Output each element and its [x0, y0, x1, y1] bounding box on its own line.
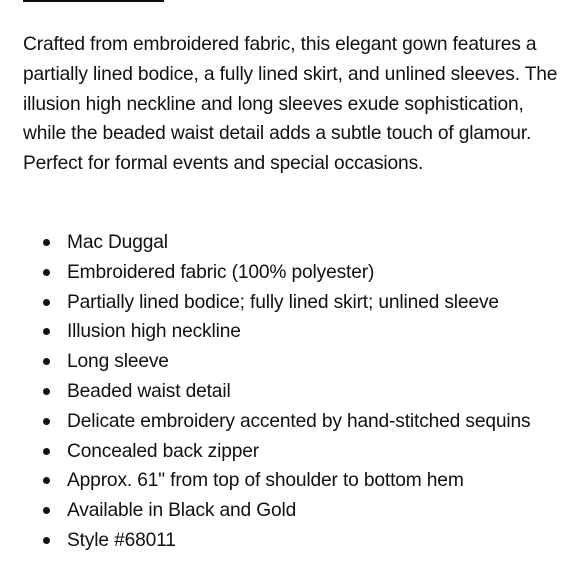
feature-text: Illusion high neckline [67, 321, 241, 343]
feature-item [23, 258, 568, 288]
product-description: Crafted from embroidered fabric, this elegant gown features a partially lined bodice, a fully lined skirt, and unlined sleeves. The illusion high neckline and long sleeves exude sophistication, while the beaded waist detail adds a subtle touch of glamour. Perfect for formal events and special occasions. [23, 34, 558, 175]
feature-text: Available in Black and Gold [67, 500, 297, 522]
feature-item [23, 496, 568, 526]
bullet-icon [43, 448, 50, 455]
bullet-icon [43, 388, 50, 395]
feature-text: Approx. 61" from top of shoulder to bottom hem [67, 470, 464, 492]
feature-list [23, 228, 568, 556]
section-divider [23, 0, 164, 2]
feature-item [23, 347, 568, 377]
bullet-icon [43, 328, 50, 335]
feature-text: Delicate embroidery accented by hand-stitched sequins [67, 410, 531, 432]
feature-text: Concealed back zipper [67, 440, 260, 462]
bullet-icon [43, 299, 50, 306]
bullet-icon [43, 239, 50, 246]
bullet-icon [43, 418, 50, 425]
bullet-icon [43, 358, 50, 365]
bullet-icon [43, 537, 50, 544]
feature-text: Long sleeve [67, 351, 169, 373]
feature-item [23, 228, 568, 258]
feature-item [23, 317, 568, 347]
feature-item [23, 377, 568, 407]
bullet-icon [43, 477, 50, 484]
feature-text: Beaded waist detail [67, 380, 231, 402]
feature-item [23, 407, 568, 437]
feature-item [23, 466, 568, 496]
bullet-icon [43, 269, 50, 276]
feature-text: Partially lined bodice; fully lined skirt; unlined sleeve [67, 291, 499, 313]
feature-item [23, 526, 568, 556]
feature-item [23, 437, 568, 467]
feature-text: Embroidered fabric (100% polyester) [67, 261, 375, 283]
feature-text: Mac Duggal [67, 232, 168, 253]
feature-item [23, 288, 568, 318]
feature-text: Style #68011 [67, 529, 176, 551]
bullet-icon [43, 507, 50, 514]
